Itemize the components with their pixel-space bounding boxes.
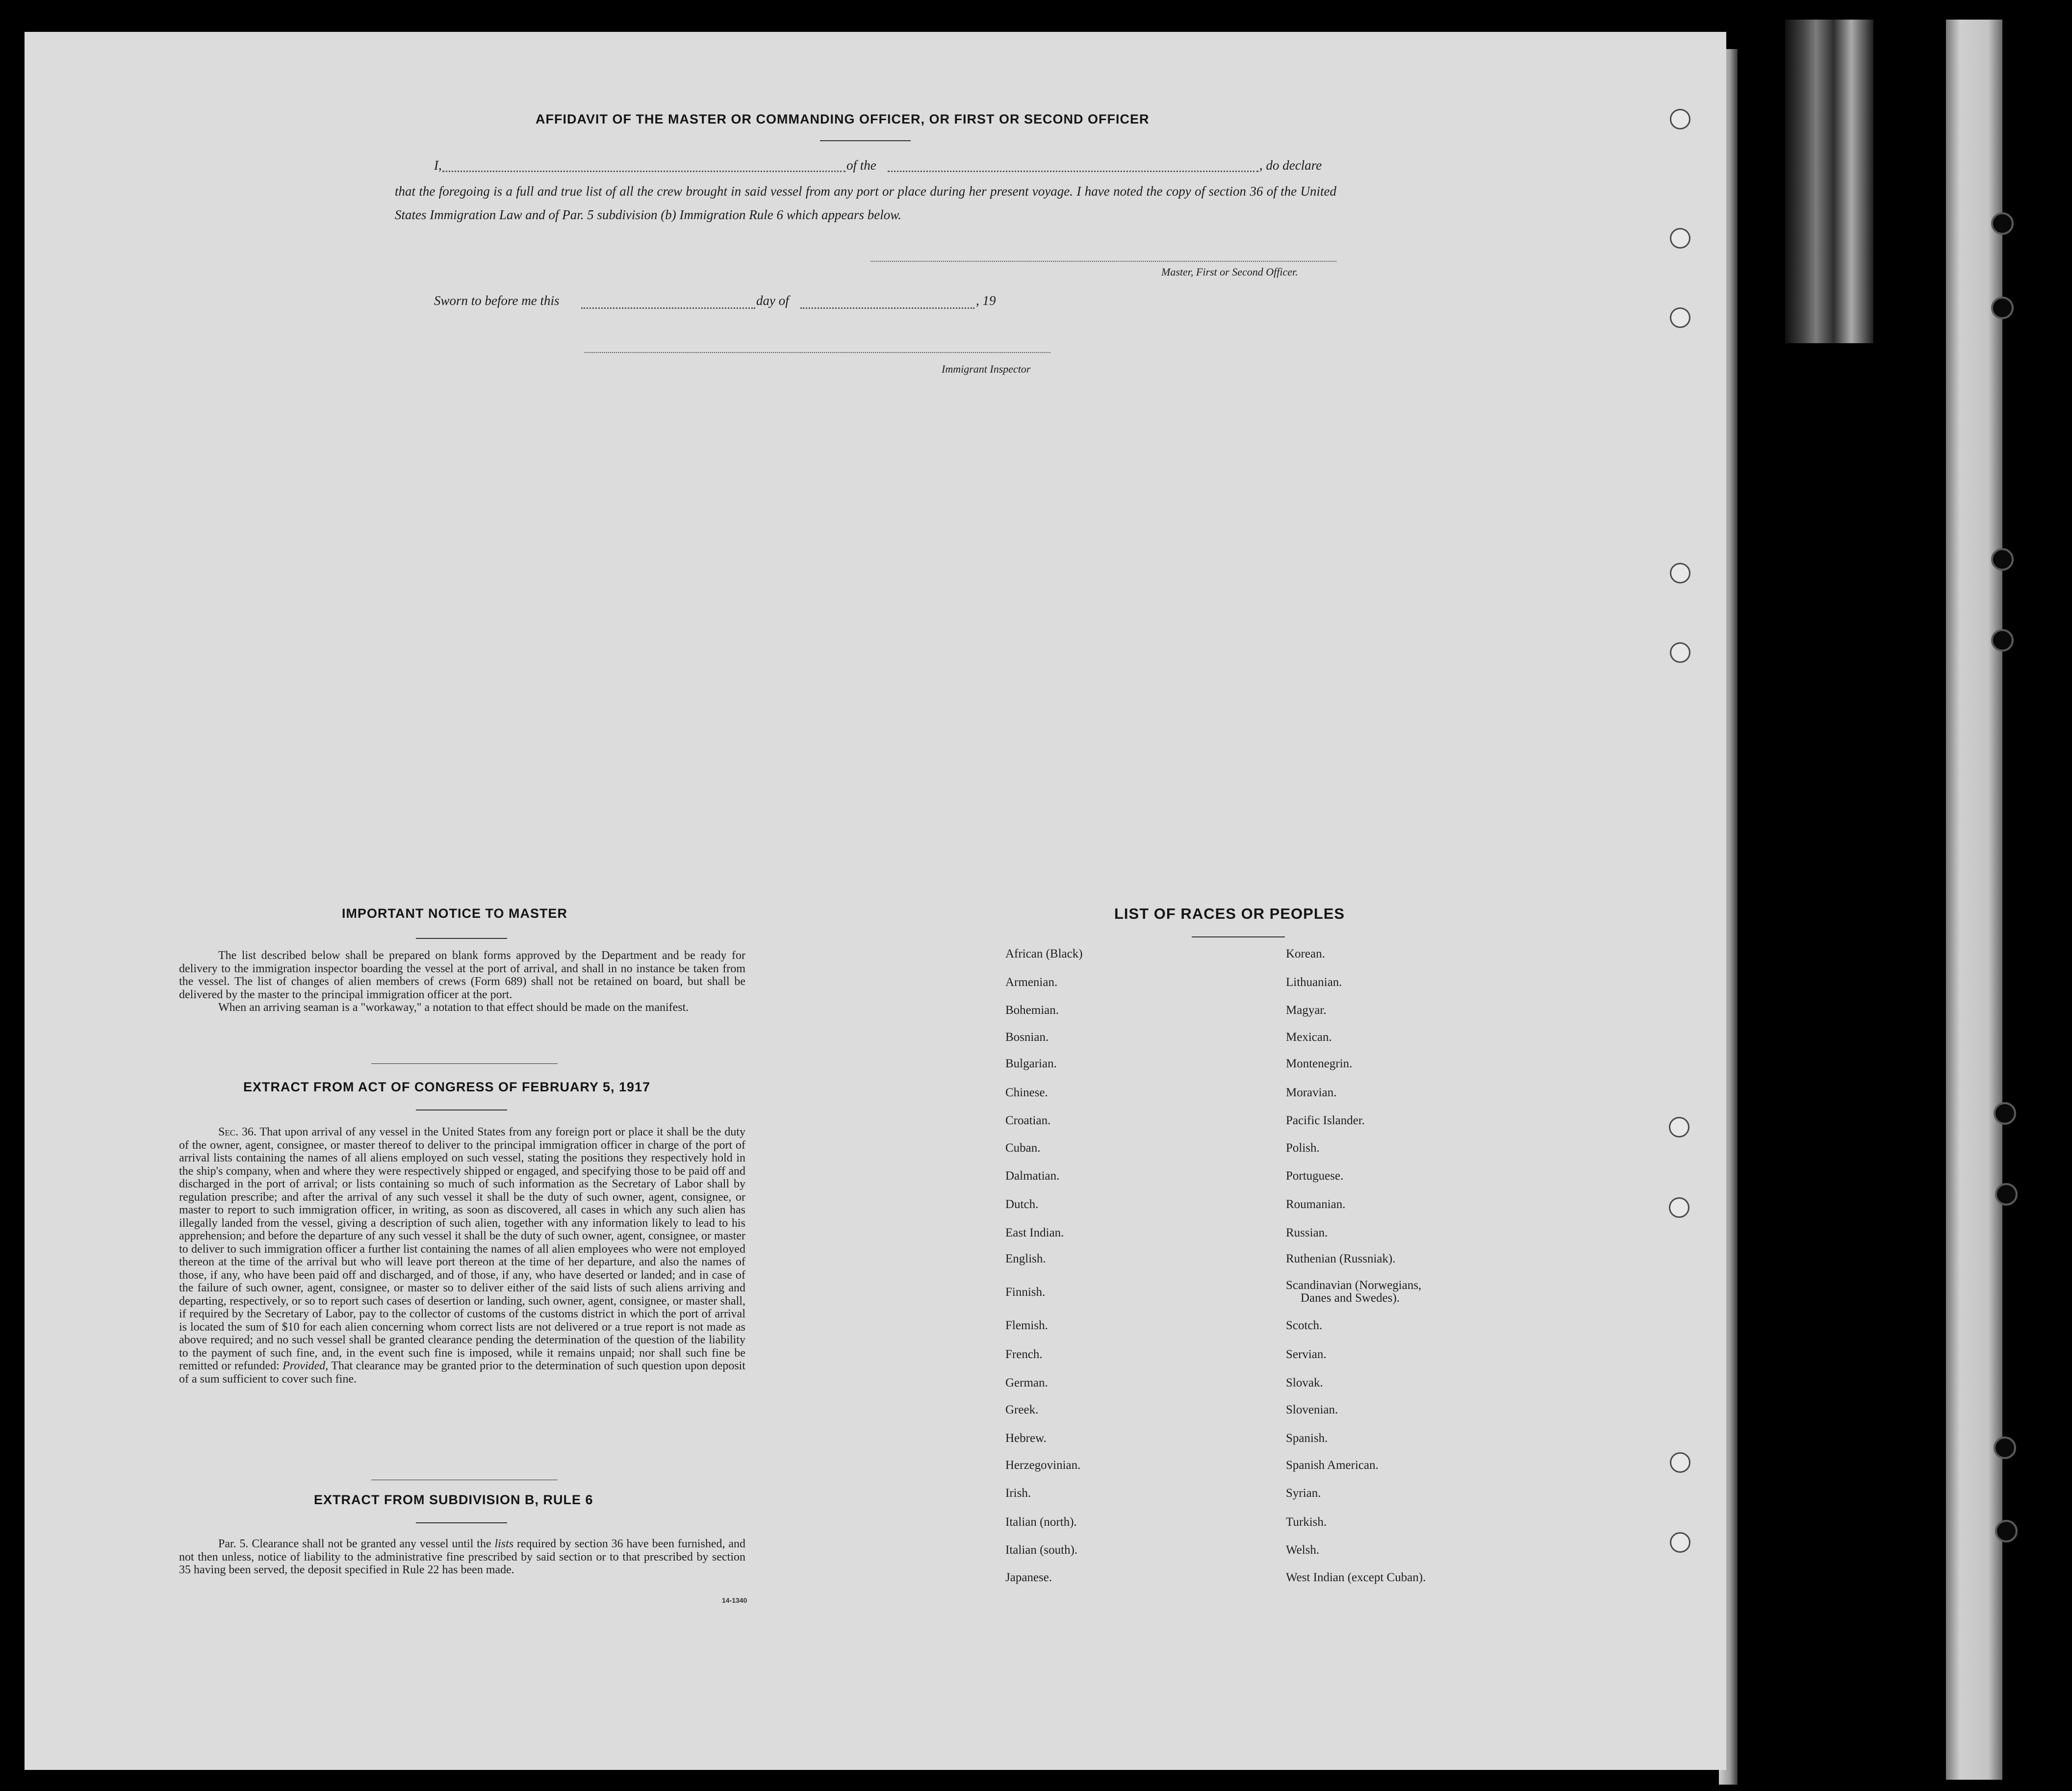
race-item: Dutch. [1005, 1198, 1039, 1211]
sec-label: Sec. [218, 1126, 239, 1138]
race-item: Cuban. [1005, 1141, 1041, 1155]
do-declare-label: , do declare [1259, 158, 1322, 173]
vessel-blank[interactable] [888, 171, 1258, 172]
notice-paragraph-2: When an arriving seaman is a "workaway," a notation to that effect should be made on the manifest. [218, 1001, 689, 1014]
year-label: , 19 [976, 293, 996, 308]
binding-hole [1995, 1520, 2018, 1542]
races-underline [1192, 936, 1285, 937]
race-item: Irish. [1005, 1487, 1031, 1500]
notice-text [179, 949, 745, 1014]
sworn-label: Sworn to before me this [434, 293, 560, 308]
binding-hole [1994, 1102, 2016, 1125]
binding-hole [1994, 1437, 2016, 1459]
extract-act-text [179, 1126, 745, 1386]
punch-hole [1669, 1117, 1689, 1137]
race-item: Montenegrin. [1286, 1057, 1353, 1070]
race-item: Slovak. [1286, 1376, 1323, 1389]
race-item: Polish. [1286, 1141, 1320, 1155]
binding-hole [1991, 212, 2014, 235]
race-item: Greek. [1005, 1403, 1039, 1416]
extract-rule-underline [416, 1522, 507, 1523]
provided-word: Provided, [282, 1360, 329, 1372]
race-item: Mexican. [1286, 1031, 1332, 1044]
race-item: Ruthenian (Russniak). [1286, 1252, 1396, 1265]
affidavit-body: that the foregoing is a full and true list of all the crew brought in said vessel from any port or place during her present voyage. I have noted the copy of section 36 of the United States Immigration Law and of Par. 5 subdivision (b) Immigration Rule 6 which appears below. [395, 184, 1336, 222]
race-item: African (Black) [1005, 947, 1083, 960]
race-item: Spanish. [1286, 1432, 1328, 1445]
race-item: Spanish American. [1286, 1459, 1379, 1472]
race-item: Chinese. [1005, 1086, 1048, 1099]
punch-hole [1669, 1197, 1689, 1218]
race-item: Bulgarian. [1005, 1057, 1057, 1070]
extract-rule-text [179, 1538, 745, 1577]
race-item: Pacific Islander. [1286, 1114, 1365, 1127]
race-item: Flemish. [1005, 1319, 1048, 1332]
inspector-label: Immigrant Inspector [942, 363, 1031, 375]
race-item: Finnish. [1005, 1286, 1046, 1299]
race-item: Herzegovinian. [1005, 1459, 1081, 1472]
punch-hole [1670, 642, 1690, 663]
punch-hole [1670, 109, 1690, 129]
binding-hole [1991, 548, 2014, 571]
extract-act-title: EXTRACT FROM ACT OF CONGRESS OF FEBRUARY 5, 1917 [243, 1080, 651, 1094]
race-item: Dalmatian. [1005, 1169, 1060, 1183]
race-item: Croatian. [1005, 1114, 1051, 1127]
race-item: Magyar. [1286, 1004, 1327, 1017]
form-number: 14-1340 [722, 1596, 747, 1604]
binding-hole [1995, 1183, 2018, 1206]
name-blank[interactable] [442, 171, 845, 172]
par5-text-a: Par. 5. Clearance shall not be granted any vessel until the [218, 1538, 495, 1550]
race-item: Danes and Swedes). [1301, 1291, 1400, 1305]
binding-strip-right [1946, 20, 2002, 1780]
race-item: Korean. [1286, 947, 1325, 960]
race-item: Bosnian. [1005, 1031, 1049, 1044]
notice-paragraph-1: The list described below shall be prepared on blank forms approved by the Department and be ready for delivery to the immigration inspector boarding the vessel at the port of arrival, and shall in no instance be taken from the vessel. The list of changes of alien members of crews (Form 689) shall not be retained on board, but shall be delivered by the master to the principal immigration officer at the port. [179, 949, 745, 1001]
punch-hole [1670, 563, 1690, 583]
race-item: Slovenian. [1286, 1403, 1338, 1416]
par5-text-b: required by section 36 have been furnished, and not then unless, notice of liability to the administrative fine prescribed by said section or to that prescribed by section 35 having been served, the deposit specified in Rule 22 has been made. [179, 1538, 745, 1576]
race-item: Italian (north). [1005, 1515, 1077, 1529]
binding-hole [1991, 297, 2014, 319]
race-item: Lithuanian. [1286, 976, 1342, 989]
race-item: Japanese. [1005, 1571, 1052, 1584]
race-item: West Indian (except Cuban). [1286, 1571, 1426, 1584]
race-item: Armenian. [1005, 976, 1058, 989]
sworn-day-blank[interactable] [581, 307, 755, 309]
binding-strip [1785, 20, 1873, 343]
race-item: Hebrew. [1005, 1432, 1047, 1445]
race-item: Syrian. [1286, 1487, 1321, 1500]
race-item: Italian (south). [1005, 1543, 1078, 1557]
races-title: LIST OF RACES OR PEOPLES [1114, 905, 1345, 922]
section-divider [371, 1063, 558, 1064]
inspector-signature-line[interactable] [585, 352, 1050, 353]
races-right-column [1286, 947, 1580, 1594]
race-item: Turkish. [1286, 1515, 1327, 1529]
title-underline [820, 140, 911, 141]
sec-36-text: 36. That upon arrival of any vessel in the United States from any foreign port or place it shall be the duty of the owner, agent, consignee, or master thereof to deliver to the principal immigration officer in charge of the port of arrival lists containing the names of all aliens employed on such vessel, stating the positions they respectively hold in the ship's company, when and where they were respectively shipped or engaged, and specifying those to be paid off and discharged in the port of arrival; or lists containing so much of such information as the Secretary of Labor shall by regulation prescribe; and after the arrival of any such vessel it shall be the duty of such owner, agent, consignee, or master to report to such immigration officer, in writing, as soon as discovered, all cases in which any such alien has illegally landed from the vessel, giving a description of such alien, together with any information likely to lead to his apprehension; and before the departure of any such vessel it shall be the duty of such owner, agent, consignee, or master to deliver to such immigration officer a further list containing the names of all alien employees who were not employed thereon at the time of the arrival but who will leave port thereon at the time of her departure, and also the names of those, if any, who have been paid off and discharged, and of those, if any, who have deserted or landed; and in case of the failure of such owner, agent, consignee, or master so to deliver either of the said lists of such aliens arriving and departing, respectively, or so to report such cases of desertion or landing, such owner, agent, consignee, or master shall, if required by the Secretary of Labor, pay to the collector of customs of the customs district in which the port of arrival is located the sum of $10 for each alien concerning whom correct lists are not delivered or a true report is not made as above required; and no such vessel shall be granted clearance pending the determination of the question of the liability to the payment of such fine, and, in the event such fine is imposed, while it remains unpaid; nor shall such fine be remitted or refunded: [179, 1126, 745, 1372]
race-item: Scandinavian (Norwegians, [1286, 1279, 1422, 1292]
of-the-label: of the [846, 158, 876, 173]
affidavit-title: AFFIDAVIT OF THE MASTER OR COMMANDING OFFICER, OR FIRST OR SECOND OFFICER [536, 112, 1150, 126]
race-item: Moravian. [1286, 1086, 1337, 1099]
race-item: Servian. [1286, 1348, 1327, 1361]
race-item: English. [1005, 1252, 1046, 1265]
extract-rule-title: EXTRACT FROM SUBDIVISION B, RULE 6 [314, 1492, 593, 1507]
punch-hole [1670, 1452, 1690, 1473]
race-item: Russian. [1286, 1226, 1328, 1239]
race-item: Bohemian. [1005, 1004, 1059, 1017]
race-item: French. [1005, 1348, 1043, 1361]
i-label: I, [434, 158, 442, 173]
binding-hole [1991, 629, 2014, 652]
race-item: East Indian. [1005, 1226, 1064, 1239]
punch-hole [1670, 307, 1690, 328]
race-item: Roumanian. [1286, 1198, 1346, 1211]
sec-36-text-end: That clearance may be granted prior to the determination of such question upon deposit of a sum sufficient to cover such fine. [179, 1360, 745, 1386]
race-item: German. [1005, 1376, 1048, 1389]
race-item: Welsh. [1286, 1543, 1320, 1557]
notice-title: IMPORTANT NOTICE TO MASTER [342, 906, 567, 921]
day-of-label: day of [756, 293, 789, 308]
master-signature-label: Master, First or Second Officer. [1161, 266, 1298, 278]
race-item: Scotch. [1286, 1319, 1323, 1332]
race-item: Portuguese. [1286, 1169, 1344, 1183]
punch-hole [1670, 1532, 1690, 1553]
master-signature-line[interactable] [870, 261, 1336, 262]
lists-word: lists [494, 1538, 514, 1550]
sworn-month-blank[interactable] [800, 307, 974, 309]
punch-hole [1670, 228, 1690, 249]
races-left-column [1005, 947, 1251, 1594]
notice-underline [416, 938, 507, 939]
